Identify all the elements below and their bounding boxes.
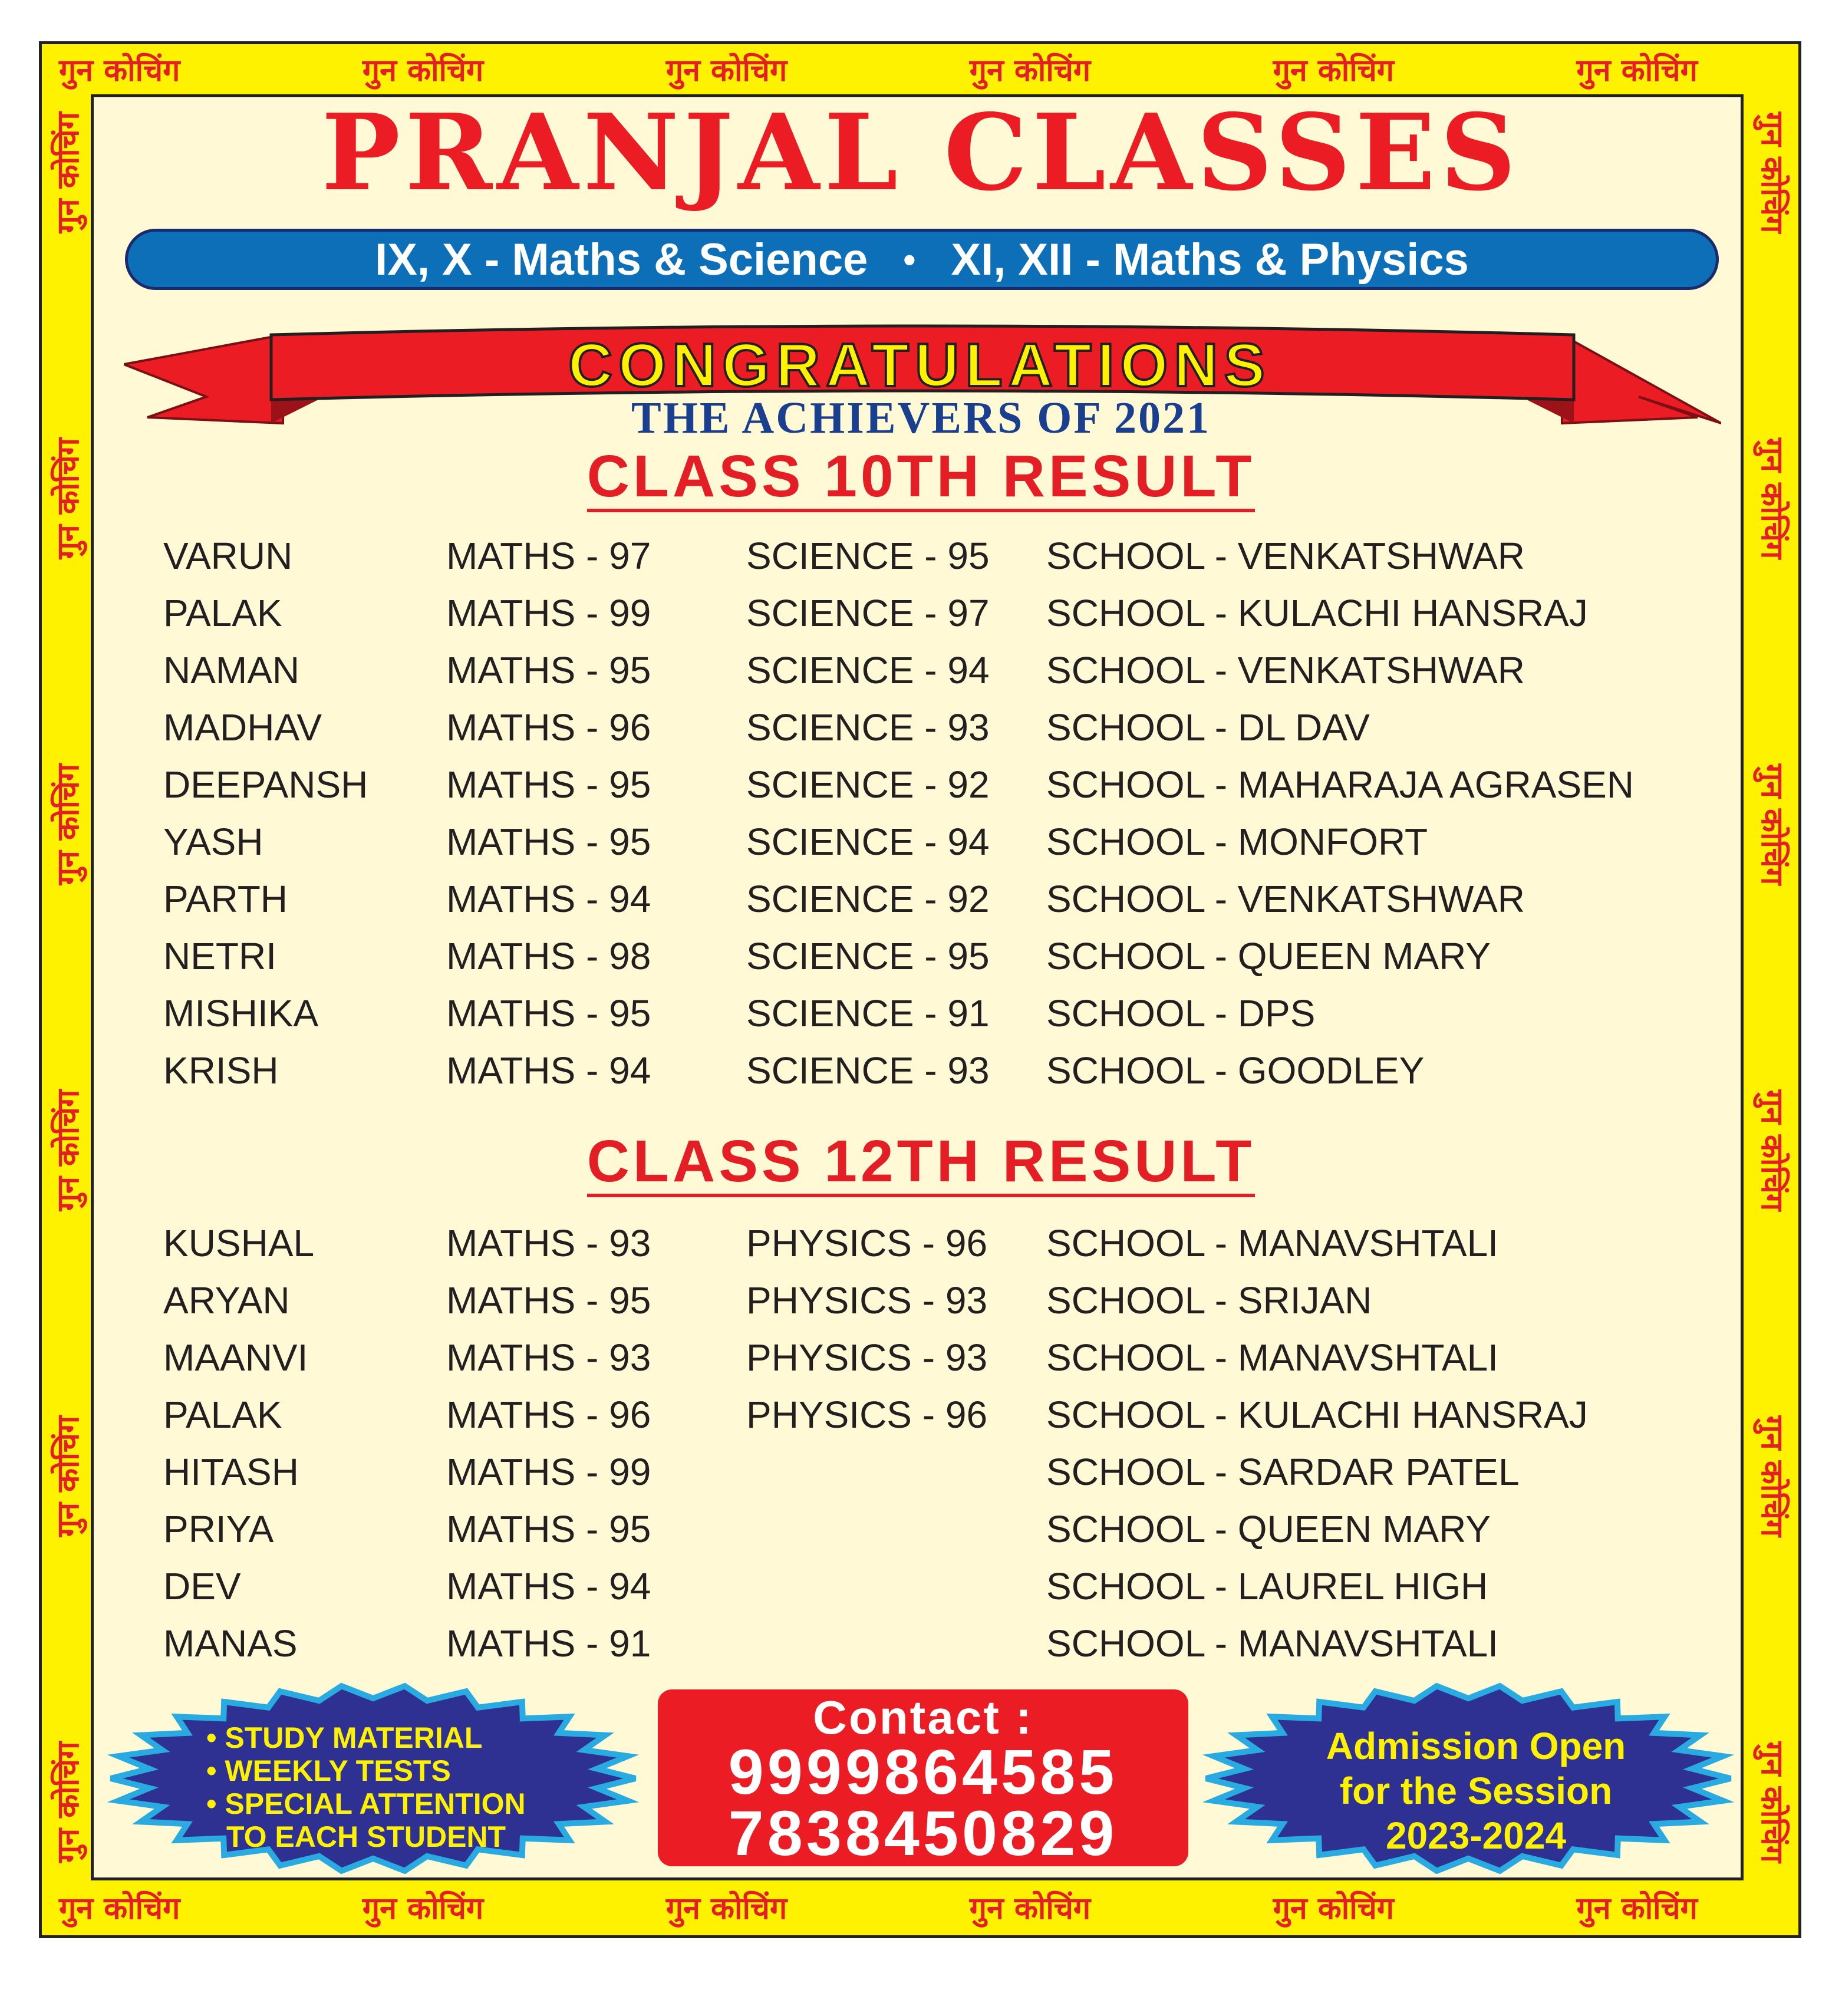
- feature-item: • SPECIAL ATTENTION: [206, 1787, 526, 1820]
- student-name: HITASH: [163, 1451, 299, 1493]
- school-name: SCHOOL - MONFORT: [1046, 821, 1428, 863]
- border-label: गुन कोचिंग: [50, 112, 86, 233]
- border-label: गुन कोचिंग: [969, 1890, 1091, 1926]
- student-name: MISHIKA: [163, 992, 319, 1035]
- student-name: KUSHAL: [163, 1222, 315, 1264]
- maths-score: MATHS - 95: [446, 1508, 651, 1550]
- school-name: SCHOOL - MANAVSHTALI: [1046, 1222, 1498, 1264]
- school-name: SCHOOL - MANAVSHTALI: [1046, 1622, 1498, 1665]
- school-name: SCHOOL - QUEEN MARY: [1046, 1508, 1491, 1550]
- result-row: [0, 1507, 1842, 1564]
- school-name: SCHOOL - VENKATSHWAR: [1046, 649, 1525, 691]
- result-row: [0, 1450, 1842, 1507]
- maths-score: MATHS - 95: [446, 821, 651, 863]
- subject-score: SCIENCE - 92: [746, 878, 990, 920]
- school-name: SCHOOL - GOODLEY: [1046, 1049, 1425, 1092]
- school-name: SCHOOL - DPS: [1046, 992, 1316, 1035]
- border-label: गुन कोचिंग: [1754, 112, 1791, 233]
- school-name: SCHOOL - QUEEN MARY: [1046, 935, 1491, 977]
- border-label: गुन कोचिंग: [1576, 52, 1698, 88]
- achievers-subtitle: THE ACHIEVERS OF 2021: [631, 393, 1211, 443]
- school-name: SCHOOL - MAHARAJA AGRASEN: [1046, 763, 1634, 806]
- maths-score: MATHS - 91: [446, 1622, 651, 1665]
- subject-score: SCIENCE - 94: [746, 821, 990, 863]
- result-row: [0, 1393, 1842, 1450]
- phone-number[interactable]: 7838450829: [728, 1797, 1118, 1869]
- class10-heading-wrap: [0, 443, 1842, 512]
- result-row: [0, 706, 1842, 762]
- feature-item: TO EACH STUDENT: [226, 1820, 506, 1853]
- subject-score: PHYSICS - 93: [746, 1336, 988, 1379]
- subject-score: SCIENCE - 93: [746, 706, 990, 749]
- student-name: PARTH: [163, 878, 288, 920]
- result-row: [0, 763, 1842, 819]
- maths-score: MATHS - 95: [446, 1279, 651, 1322]
- subjects-right: XI, XII - Maths & Physics: [951, 234, 1469, 285]
- subject-score: SCIENCE - 93: [746, 1049, 990, 1092]
- school-name: SCHOOL - LAUREL HIGH: [1046, 1565, 1488, 1607]
- student-name: DEEPANSH: [163, 763, 368, 806]
- border-label: गुन कोचिंग: [1754, 1089, 1791, 1211]
- subjects-separator: •: [903, 239, 916, 279]
- student-name: NETRI: [163, 935, 276, 977]
- border-label: गुन कोचिंग: [1576, 1890, 1698, 1926]
- school-name: SCHOOL - MANAVSHTALI: [1046, 1336, 1498, 1379]
- maths-score: MATHS - 96: [446, 1394, 651, 1436]
- maths-score: MATHS - 94: [446, 878, 651, 920]
- maths-score: MATHS - 99: [446, 592, 651, 634]
- school-name: SCHOOL - DL DAV: [1046, 706, 1370, 749]
- result-row: [0, 1622, 1842, 1678]
- class12-heading-wrap: [0, 1128, 1842, 1197]
- result-row: [0, 934, 1842, 991]
- border-label: गुन कोचिंग: [1273, 52, 1395, 88]
- student-name: NAMAN: [163, 649, 300, 691]
- maths-score: MATHS - 96: [446, 706, 651, 749]
- maths-score: MATHS - 95: [446, 649, 651, 691]
- border-label: गुन कोचिंग: [59, 1890, 180, 1926]
- subject-score: SCIENCE - 95: [746, 935, 990, 977]
- border-label: गुन कोचिंग: [665, 1890, 787, 1926]
- class12-heading: CLASS 12TH RESULT: [587, 1131, 1256, 1197]
- border-label: गुन कोचिंग: [59, 52, 180, 88]
- border-label: गुन कोचिंग: [1754, 437, 1791, 559]
- result-row: [0, 877, 1842, 934]
- subject-score: PHYSICS - 93: [746, 1279, 988, 1322]
- student-name: MANAS: [163, 1622, 298, 1665]
- border-label: गुन कोचिंग: [50, 437, 86, 559]
- border-text-top: [53, 44, 1703, 94]
- admission-text: [1211, 1724, 1741, 1858]
- class10-heading: CLASS 10TH RESULT: [587, 446, 1256, 512]
- student-name: MAANVI: [163, 1336, 308, 1379]
- student-name: PALAK: [163, 1394, 282, 1436]
- border-label: गुन कोचिंग: [50, 1415, 86, 1537]
- school-name: SCHOOL - KULACHI HANSRAJ: [1046, 1394, 1588, 1436]
- subjects-banner: [125, 229, 1719, 290]
- subject-score: SCIENCE - 91: [746, 992, 990, 1035]
- result-row: [0, 1049, 1842, 1105]
- student-name: VARUN: [163, 535, 293, 577]
- school-name: SCHOOL - SRIJAN: [1046, 1279, 1372, 1322]
- subject-score: SCIENCE - 92: [746, 763, 990, 806]
- border-label: गुन कोचिंग: [665, 52, 787, 88]
- congratulations-heading: CONGRATULATIONS: [568, 331, 1271, 400]
- border-label: गुन कोचिंग: [50, 1089, 86, 1211]
- border-label: गुन कोचिंग: [1754, 763, 1791, 885]
- student-name: YASH: [163, 821, 263, 863]
- result-row: [0, 534, 1842, 591]
- contact-label: Contact :: [813, 1691, 1033, 1744]
- subjects-left: IX, X - Maths & Science: [375, 234, 868, 285]
- student-name: PALAK: [163, 592, 282, 634]
- phone-number[interactable]: 9999864585: [728, 1736, 1118, 1807]
- result-row: [0, 648, 1842, 705]
- subject-score: SCIENCE - 97: [746, 592, 990, 634]
- student-name: MADHAV: [163, 706, 322, 749]
- result-row: [0, 591, 1842, 648]
- result-row: [0, 1279, 1842, 1335]
- maths-score: MATHS - 93: [446, 1222, 651, 1264]
- subject-score: SCIENCE - 94: [746, 649, 990, 691]
- result-row: [0, 820, 1842, 877]
- result-row: [0, 991, 1842, 1048]
- student-name: ARYAN: [163, 1279, 290, 1322]
- school-name: SCHOOL - KULACHI HANSRAJ: [1046, 592, 1588, 634]
- admission-line: Admission Open: [1326, 1725, 1626, 1767]
- maths-score: MATHS - 99: [446, 1451, 651, 1493]
- school-name: SCHOOL - VENKATSHWAR: [1046, 535, 1525, 577]
- result-row: [0, 1564, 1842, 1621]
- admission-line: for the Session: [1339, 1770, 1613, 1812]
- subject-score: PHYSICS - 96: [746, 1222, 988, 1264]
- subject-score: SCIENCE - 95: [746, 535, 990, 577]
- border-label: गुन कोचिंग: [50, 763, 86, 885]
- border-text-bottom: [53, 1882, 1703, 1932]
- maths-score: MATHS - 94: [446, 1565, 651, 1607]
- school-name: SCHOOL - SARDAR PATEL: [1046, 1451, 1520, 1493]
- admission-line: 2023-2024: [1385, 1814, 1567, 1857]
- student-name: DEV: [163, 1565, 241, 1607]
- contact-box: [658, 1689, 1188, 1869]
- maths-score: MATHS - 94: [446, 1049, 651, 1092]
- result-row: [0, 1221, 1842, 1278]
- features-list: [206, 1721, 526, 1853]
- maths-score: MATHS - 95: [446, 763, 651, 806]
- maths-score: MATHS - 93: [446, 1336, 651, 1379]
- student-name: KRISH: [163, 1049, 279, 1092]
- school-name: SCHOOL - VENKATSHWAR: [1046, 878, 1525, 920]
- maths-score: MATHS - 97: [446, 535, 651, 577]
- border-label: गुन कोचिंग: [362, 1890, 484, 1926]
- border-label: गुन कोचिंग: [969, 52, 1091, 88]
- feature-item: • STUDY MATERIAL: [206, 1721, 483, 1754]
- maths-score: MATHS - 95: [446, 992, 651, 1035]
- page-title: PRANJAL CLASSES: [321, 91, 1521, 214]
- result-row: [0, 1336, 1842, 1392]
- border-label: गुन कोचिंग: [1273, 1890, 1395, 1926]
- border-label: गुन कोचिंग: [1754, 1415, 1791, 1537]
- border-label: गुन कोचिंग: [50, 1741, 86, 1863]
- border-label: गुन कोचिंग: [1754, 1741, 1791, 1863]
- student-name: PRIYA: [163, 1508, 274, 1550]
- subject-score: PHYSICS - 96: [746, 1394, 988, 1436]
- border-label: गुन कोचिंग: [362, 52, 484, 88]
- feature-item: • WEEKLY TESTS: [206, 1754, 451, 1787]
- maths-score: MATHS - 98: [446, 935, 651, 977]
